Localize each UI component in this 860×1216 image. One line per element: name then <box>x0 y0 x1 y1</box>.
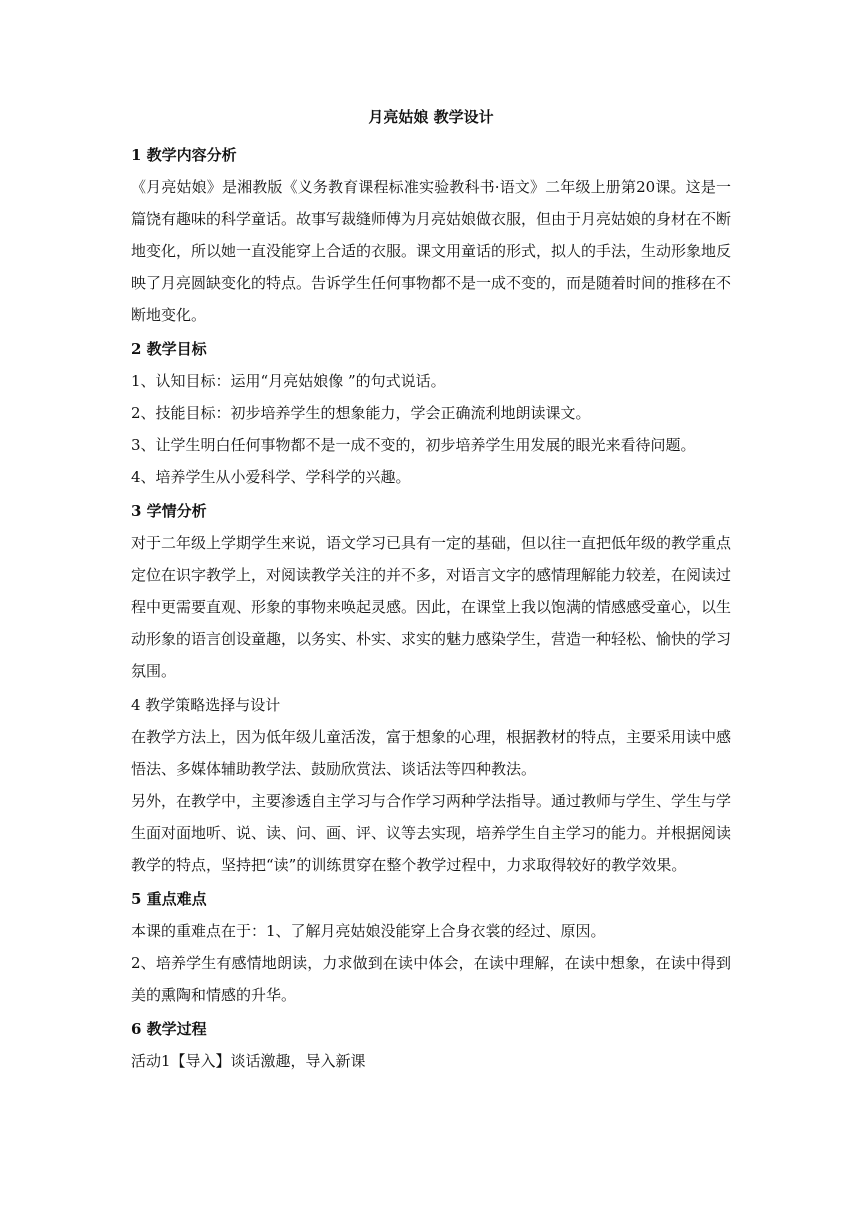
section-heading: 6 教学过程 <box>131 1020 207 1038</box>
section-learner-analysis <box>131 493 731 687</box>
section-strategy <box>131 687 731 881</box>
section-paragraph: 本课的重难点在于：1、了解月亮姑娘没能穿上合身衣裳的经过、原因。 <box>131 922 606 940</box>
section-teaching-process <box>131 1011 731 1077</box>
section-heading: 3 学情分析 <box>131 502 207 520</box>
section-paragraph: 活动1【导入】谈话激趣，导入新课 <box>131 1052 366 1070</box>
goal-item: 2、技能目标：初步培养学生的想象能力，学会正确流利地朗读课文。 <box>131 404 591 422</box>
section-teaching-goals <box>131 331 731 493</box>
section-paragraph: 在教学方法上，因为低年级儿童活泼，富于想象的心理，根据教材的特点，主要采用读中感悟法、多媒体辅助教学法、鼓励欣赏法、谈话法等四种教法。 <box>131 728 732 778</box>
section-paragraph: 《月亮姑娘》是湘教版《义务教育课程标准实验教科书·语文》二年级上册第20课。这是一篇饶有趣味的科学童话。故事写裁缝师傅为月亮姑娘做衣服，但由于月亮姑娘的身材在不断地变化，所以她一直没能穿上合适的衣服。课文用童话的形式，拟人的手法，生动形象地反映了月亮圆缺变化的特点。告诉学生任何事物都不是一成不变的，而是随着时间的推移在不断地变化。 <box>131 178 732 324</box>
goal-item: 3、让学生明白任何事物都不是一成不变的，初步培养学生用发展的眼光来看待问题。 <box>131 436 696 454</box>
section-paragraph: 2、培养学生有感情地朗读，力求做到在读中体会，在读中理解，在读中想象，在读中得到美的熏陶和情感的升华。 <box>131 954 731 1004</box>
section-paragraph: 另外，在教学中，主要渗透自主学习与合作学习两种学法指导。通过教师与学生、学生与学生面对面地听、说、读、问、画、评、议等去实现，培养学生自主学习的能力。并根据阅读教学的特点，坚持把“读”的训练贯穿在整个教学过程中，力求取得较好的教学效果。 <box>131 792 732 874</box>
section-content-analysis <box>131 137 731 331</box>
document-title: 月亮姑娘 教学设计 <box>368 108 494 126</box>
section-key-difficulties <box>131 881 731 1011</box>
section-heading: 5 重点难点 <box>131 890 207 908</box>
document-content <box>131 107 731 1077</box>
section-heading: 1 教学内容分析 <box>131 146 237 164</box>
section-heading: 2 教学目标 <box>131 340 207 358</box>
goal-item: 1、认知目标：运用“月亮姑娘像 ”的句式说话。 <box>131 372 446 390</box>
section-heading: 4 教学策略选择与设计 <box>131 696 281 714</box>
section-paragraph: 对于二年级上学期学生来说，语文学习已具有一定的基础，但以往一直把低年级的教学重点定位在识字教学上，对阅读教学关注的并不多，对语言文字的感情理解能力较差，在阅读过程中更需要直观、形象的事物来唤起灵感。因此，在课堂上我以饱满的情感感受童心，以生动形象的语言创设童趣，以务实、朴实、求实的魅力感染学生，营造一种轻松、愉快的学习氛围。 <box>131 534 732 680</box>
goal-item: 4、培养学生从小爱科学、学科学的兴趣。 <box>131 468 411 486</box>
